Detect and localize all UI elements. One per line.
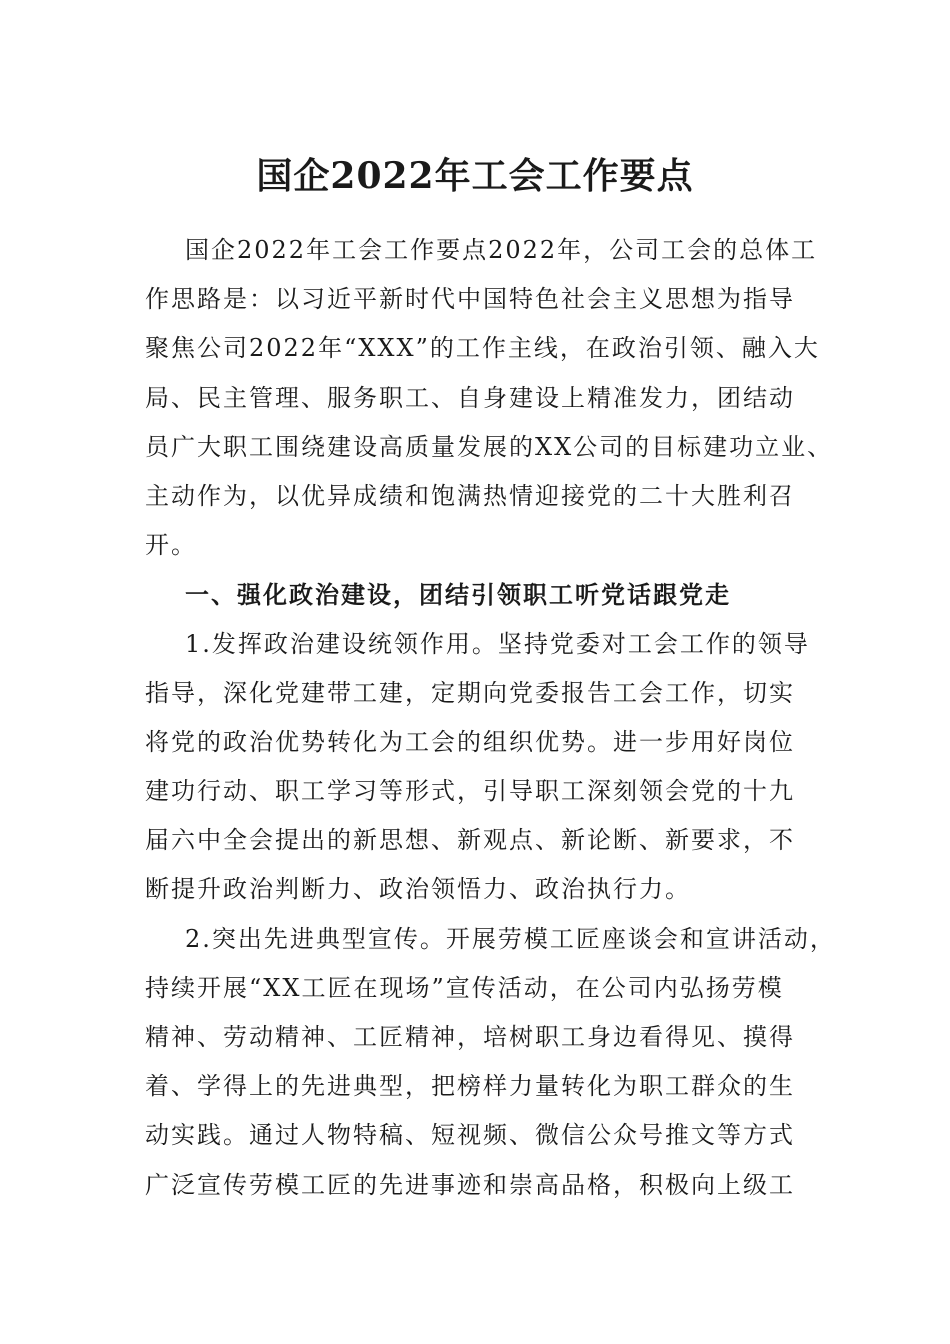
paragraph-line: 广泛宣传劳模工匠的先进事迹和崇高品格，积极向上级工 xyxy=(145,1170,795,1199)
paragraph-line: 局、民主管理、服务职工、自身建设上精准发力，团结动 xyxy=(145,383,795,412)
paragraph-line: 持续开展“XX工匠在现场”宣传活动，在公司内弘扬劳模 xyxy=(145,973,784,1002)
paragraph-line: 主动作为，以优异成绩和饱满热情迎接党的二十大胜利召 xyxy=(145,481,795,510)
paragraph-line: 2.突出先进典型宣传。开展劳模工匠座谈会和宣讲活动， xyxy=(185,924,836,953)
section-heading: 一、强化政治建设，团结引领职工听党话跟党走 xyxy=(185,580,731,610)
paragraph-line: 国企2022年工会工作要点2022年，公司工会的总体工 xyxy=(185,236,818,264)
paragraph-line: 精神、劳动精神、工匠精神，培树职工身边看得见、摸得 xyxy=(145,1023,795,1051)
paragraph-line: 断提升政治判断力、政治领悟力、政治执行力。 xyxy=(145,875,691,904)
paragraph-line: 指导，深化党建带工建，定期向党委报告工会工作，切实 xyxy=(145,678,795,707)
paragraph-line: 届六中全会提出的新思想、新观点、新论断、新要求，不 xyxy=(145,826,795,855)
paragraph-line: 员广大职工围绕建设高质量发展的XX公司的目标建功立业、 xyxy=(145,432,834,461)
paragraph-line: 着、学得上的先进典型，把榜样力量转化为职工群众的生 xyxy=(145,1072,795,1101)
paragraph-line: 将党的政治优势转化为工会的组织优势。进一步用好岗位 xyxy=(145,727,795,756)
paragraph-line: 开。 xyxy=(145,531,197,560)
paragraph-line: 聚焦公司2022年“XXX”的工作主线，在政治引领、融入大 xyxy=(145,334,820,363)
document-title: 国企2022年工会工作要点 xyxy=(256,155,694,197)
paragraph-line: 作思路是：以习近平新时代中国特色社会主义思想为指导 xyxy=(145,285,795,314)
paragraph-line: 建功行动、职工学习等形式，引导职工深刻领会党的十九 xyxy=(145,777,795,806)
document-body xyxy=(145,226,836,1210)
paragraph-line: 1.发挥政治建设统领作用。坚持党委对工会工作的领导 xyxy=(185,629,810,658)
paragraph-line: 动实践。通过人物特稿、短视频、微信公众号推文等方式 xyxy=(145,1121,795,1150)
